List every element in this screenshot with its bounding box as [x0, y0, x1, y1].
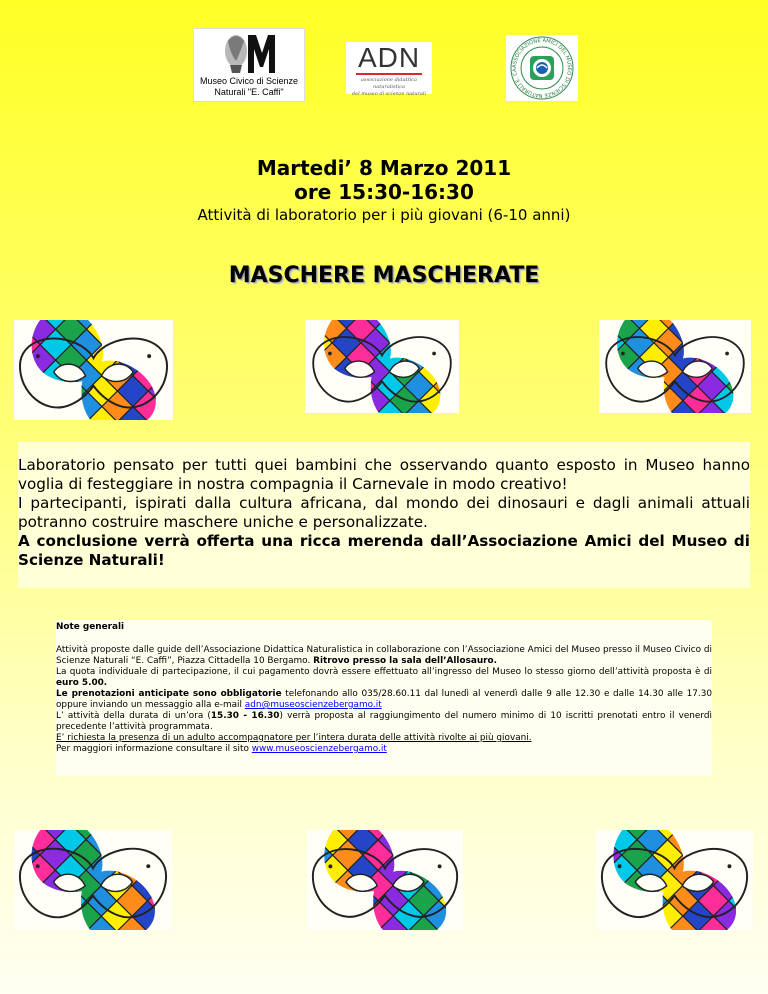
carnival-mask-image [599, 320, 751, 413]
notes-title: Note generali [56, 622, 125, 632]
carnival-mask-icon [305, 320, 459, 413]
notes-paragraph-info [56, 744, 712, 755]
carnival-mask-icon [596, 830, 753, 930]
notes-fee-text: La quota individuale di partecipazione, il cui pagamento dovrà essere effettuato all’ingresso del Museo lo stesso giorno dell’attività proposta è di [56, 667, 712, 677]
amici-ring-text: ASSOCIAZIONE AMICI DEL MUSEO DI SCIENZE NATURALI E. CA [511, 37, 573, 99]
museo-logo-text [194, 76, 304, 98]
adn-logo [346, 42, 432, 97]
museo-logo-line2: Naturali "E. Caffi" [214, 87, 284, 97]
event-title: MASCHERE MASCHERATE [228, 263, 540, 288]
notes-paragraph-booking [56, 689, 712, 711]
notes-paragraph-adult: E’ richiesta la presenza di un adulto accompagnatore per l’intera durata delle attività rivolte ai più giovani. [56, 733, 532, 743]
email-link[interactable]: adn@museoscienzebergamo.it [244, 700, 382, 710]
notes-duration-text-a: L’ attività della durata di un’ora ( [56, 711, 211, 721]
general-notes-box [56, 620, 712, 776]
museo-caffi-logo [193, 28, 305, 102]
event-subtitle: Attività di laboratorio per i più giovani (6-10 anni) [197, 206, 571, 224]
notes-info-text: Per maggiori informazione consultare il sito [56, 744, 252, 754]
notes-booking-text: telefonando allo 035/28.60.11 dal lunedì al venerdì dalle 9 alle 12.30 e dalle 14.30 alle 17.30 oppure inviando un messaggio alla e-mail [56, 689, 712, 710]
adn-logo-sub-line1: associazione didattica naturalistica [361, 77, 417, 90]
notes-booking-required: Le prenotazioni anticipate sono obbligatorie [56, 689, 282, 699]
notes-meeting-point: Ritrovo presso la sala dell’Allosauro. [313, 656, 498, 666]
notes-paragraph-location [56, 645, 712, 667]
adn-logo-subtitle [346, 77, 432, 98]
carnival-mask-image [14, 830, 172, 930]
intro-paragraph-2: I partecipanti, ispirati dalla cultura africana, dal mondo dei dinosauri e dagli animali attuali potranno costruire maschere uniche e personalizzate. [18, 494, 750, 531]
carnival-mask-icon [307, 830, 463, 930]
amici-museo-logo [506, 35, 578, 101]
notes-location-text: Attività proposte dalle guide dell’Associazione Didattica Naturalistica in collaborazione con l’Associazione Amici del Museo presso il Museo Civico di Scienze Naturali “E. Caffi”, Piazza Cittadella 10 Bergamo. [56, 645, 712, 666]
carnival-mask-image [305, 320, 459, 413]
carnival-mask-icon [14, 830, 172, 930]
amici-seal-icon [506, 35, 578, 101]
carnival-mask-icon [599, 320, 751, 413]
intro-text-box [18, 442, 750, 588]
adn-logo-sub-line2: del museo di scienze naturali [351, 91, 427, 97]
intro-paragraph-3: A conclusione verrà offerta una ricca merenda dall’Associazione Amici del Museo di Scienze Naturali! [18, 532, 750, 569]
notes-fee-amount: euro 5.00. [56, 678, 108, 688]
intro-paragraph-1: Laboratorio pensato per tutti quei bambini che osservando quanto esposto in Museo hanno voglia di festeggiare in nostra compagnia il Carnevale in modo creativo! [18, 456, 750, 493]
adn-logo-divider [356, 73, 422, 75]
event-time: ore 15:30-16:30 [294, 180, 474, 204]
carnival-mask-image [307, 830, 463, 930]
notes-paragraph-fee [56, 667, 712, 689]
notes-paragraph-duration [56, 711, 712, 733]
museo-m-emblem-icon [220, 31, 276, 75]
carnival-mask-icon [14, 320, 173, 420]
carnival-mask-image [14, 320, 173, 420]
notes-duration-text-c: ) verrà proposta al raggiungimento del numero minimo di 10 iscritti prenotati entro il venerdì precedente l’attività programmata. [56, 711, 712, 732]
carnival-mask-image [596, 830, 753, 930]
museo-logo-line1: Museo Civico di Scienze [199, 76, 299, 86]
adn-logo-letters: ADN [357, 42, 421, 73]
event-date: Martedi’ 8 Marzo 2011 [256, 156, 512, 180]
notes-duration-hours: 15.30 - 16.30 [210, 711, 280, 721]
website-link[interactable]: www.museoscienzebergamo.it [251, 744, 387, 754]
